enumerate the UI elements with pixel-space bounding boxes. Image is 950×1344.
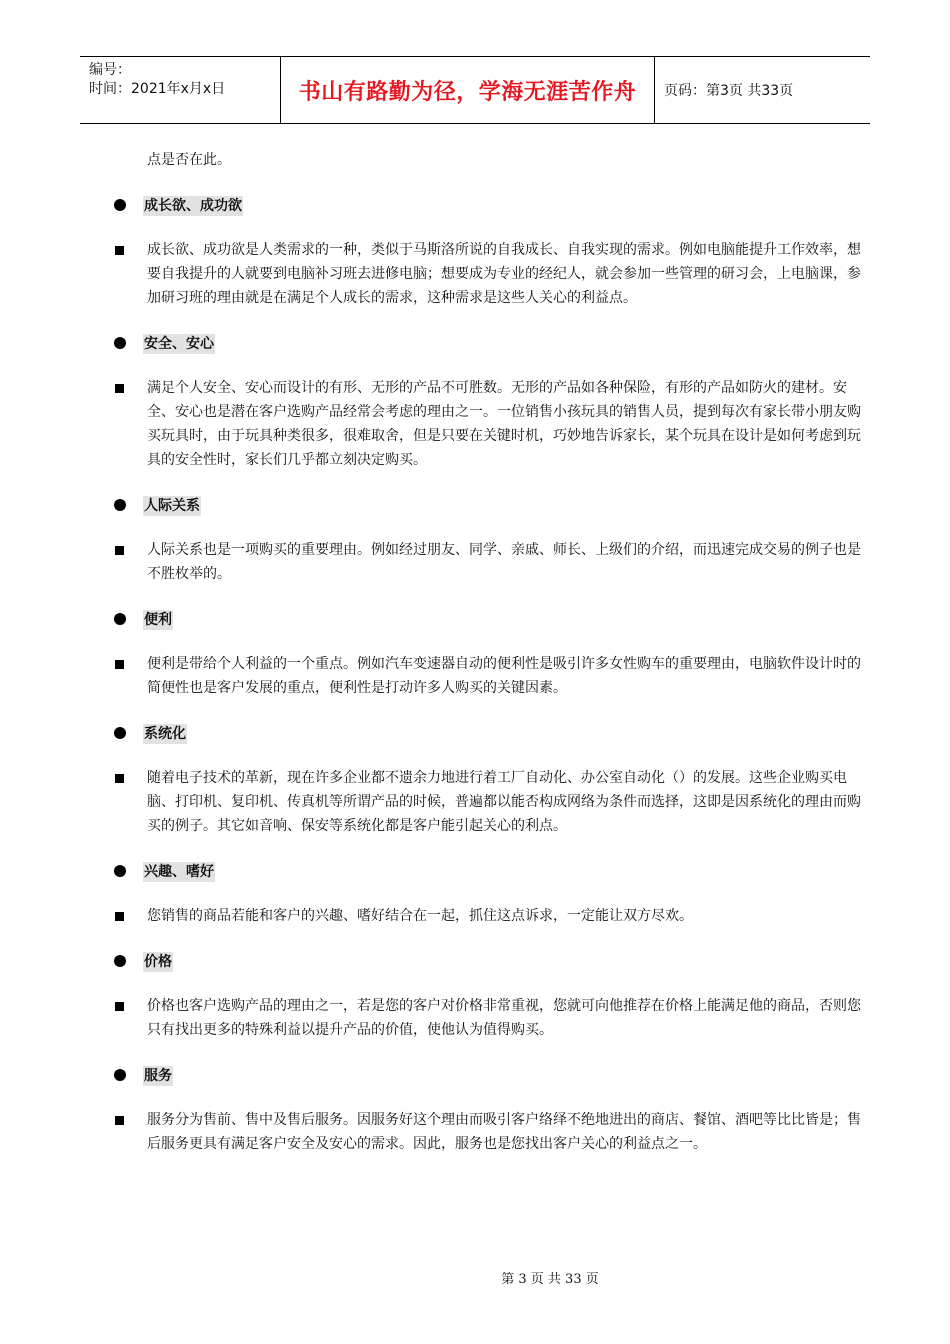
- paragraph-text: 服务分为售前、售中及售后服务。因服务好这个理由而吸引客户络绎不绝地进出的商店、餐馆、酒吧等比比皆是；售后服务更具有满足客户安全及安心的需求。因此，服务也是您找出客户关心的利益点之一。: [147, 1112, 861, 1152]
- page-footer: 第 3 页 共 33 页: [501, 1272, 599, 1287]
- section-title: 兴趣、嗜好: [144, 864, 214, 880]
- section-paragraph: [110, 766, 870, 838]
- section-heading: [110, 607, 870, 631]
- section-safety: [110, 331, 870, 472]
- section-growth: [110, 193, 870, 310]
- section-heading: [110, 493, 870, 517]
- bullet-dot-icon: [114, 499, 126, 511]
- section-title: 系统化: [144, 726, 186, 742]
- section-title: 成长欲、成功欲: [144, 198, 242, 214]
- bullet-dot-icon: [114, 727, 126, 739]
- paragraph-text: 随着电子技术的革新，现在许多企业都不遗余力地进行着工厂自动化、办公室自动化（）的发展。这些企业购买电脑、打印机、复印机、传真机等所谓产品的时候，普遍都以能否构成网络为条件而选择，这即是因系统化的理由而购买的例子。其它如音响、保安等系统化都是客户能引起关心的利点。: [147, 770, 861, 834]
- section-heading: [110, 721, 870, 745]
- bullet-dot-icon: [114, 337, 126, 349]
- section-heading: [110, 331, 870, 355]
- section-title: 安全、安心: [144, 336, 214, 352]
- bullet-dot-icon: [114, 865, 126, 877]
- square-bullet-icon: [115, 774, 124, 783]
- square-bullet-icon: [115, 912, 124, 921]
- square-bullet-icon: [115, 1116, 124, 1125]
- square-bullet-icon: [115, 660, 124, 669]
- section-relationships: [110, 493, 870, 586]
- section-paragraph: [110, 238, 870, 310]
- square-bullet-icon: [115, 546, 124, 555]
- square-bullet-icon: [115, 246, 124, 255]
- bullet-dot-icon: [114, 1069, 126, 1081]
- paragraph-text: 人际关系也是一项购买的重要理由。例如经过朋友、同学、亲戚、师长、上级们的介绍，而迅速完成交易的例子也是不胜枚举的。: [147, 542, 861, 582]
- section-price: [110, 949, 870, 1042]
- section-heading: [110, 1063, 870, 1087]
- section-heading: [110, 949, 870, 973]
- paragraph-text: 便利是带给个人利益的一个重点。例如汽车变速器自动的便利性是吸引许多女性购车的重要理由，电脑软件设计时的简便性也是客户发展的重点，便利性是打动许多人购买的关键因素。: [147, 656, 861, 696]
- section-title: 便利: [144, 612, 172, 628]
- square-bullet-icon: [115, 1002, 124, 1011]
- document-time-label: 时间：2021年x月x日: [89, 81, 226, 97]
- section-heading: [110, 193, 870, 217]
- bullet-dot-icon: [114, 613, 126, 625]
- paragraph-text: 满足个人安全、安心而设计的有形、无形的产品不可胜数。无形的产品如各种保险，有形的产品如防火的建材。安全、安心也是潜在客户选购产品经常会考虑的理由之一。一位销售小孩玩具的销售人员，提到每次有家长带小朋友购买玩具时，由于玩具种类很多，很难取舍，但是只要在关键时机，巧妙地告诉家长，某个玩具在设计是如何考虑到玩具的安全性时，家长们几乎都立刻决定购买。: [147, 380, 861, 468]
- document-body: [110, 148, 870, 1177]
- continuation-text: 点是否在此。: [147, 152, 231, 168]
- section-hobbies: [110, 859, 870, 928]
- page-header: [80, 56, 870, 124]
- square-bullet-icon: [115, 384, 124, 393]
- section-service: [110, 1063, 870, 1156]
- section-title: 人际关系: [144, 498, 200, 514]
- section-heading: [110, 859, 870, 883]
- header-meta-cell: [80, 57, 281, 123]
- bullet-dot-icon: [114, 955, 126, 967]
- section-systematization: [110, 721, 870, 838]
- section-paragraph: [110, 376, 870, 472]
- document-number-label: 编号：: [89, 62, 131, 78]
- bullet-dot-icon: [114, 199, 126, 211]
- section-convenience: [110, 607, 870, 700]
- paragraph-text: 您销售的商品若能和客户的兴趣、嗜好结合在一起，抓住这点诉求，一定能让双方尽欢。: [147, 908, 693, 924]
- paragraph-text: 成长欲、成功欲是人类需求的一种，类似于马斯洛所说的自我成长、自我实现的需求。例如电脑能提升工作效率，想要自我提升的人就要到电脑补习班去进修电脑；想要成为专业的经纪人，就会参加一些管理的研习会，上电脑课，参加研习班的理由就是在满足个人成长的需求，这种需求是这些人关心的利益点。: [147, 242, 861, 306]
- section-paragraph: [110, 538, 870, 586]
- paragraph-text: 价格也客户选购产品的理由之一，若是您的客户对价格非常重视，您就可向他推荐在价格上能满足他的商品，否则您只有找出更多的特殊利益以提升产品的价值，使他认为值得购买。: [147, 998, 861, 1038]
- section-paragraph: [110, 1108, 870, 1156]
- section-title: 服务: [144, 1068, 172, 1084]
- section-title: 价格: [144, 954, 172, 970]
- section-paragraph: [110, 652, 870, 700]
- header-page-info: 页码：第3页 共33页: [664, 83, 794, 99]
- header-motto: 书山有路勤为径，学海无涯苦作舟: [281, 57, 655, 123]
- section-paragraph: [110, 994, 870, 1042]
- section-paragraph: [110, 904, 870, 928]
